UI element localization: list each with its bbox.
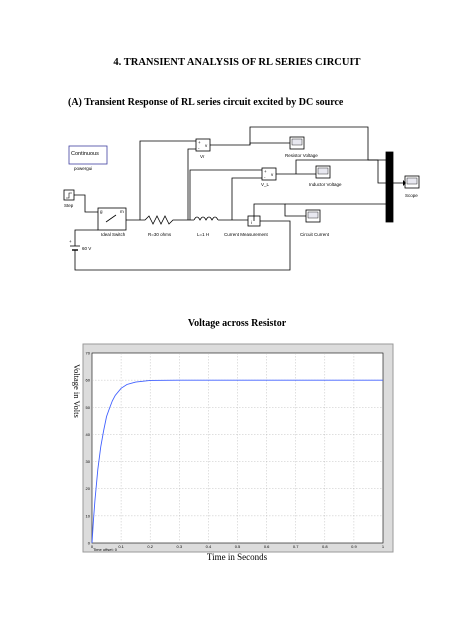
x-tick-label: 0.4 (205, 544, 212, 549)
x-tick-label: 0.7 (292, 544, 299, 549)
y-axis-label: Voltage in Volts (72, 364, 82, 418)
y-tick-label: 10 (85, 513, 90, 519)
y-tick-label: 0 (87, 540, 90, 546)
vl-caption: V_L (261, 182, 270, 187)
scope-resistor-caption: Resistor Voltage (285, 153, 318, 158)
resistor-symbol[interactable] (126, 216, 194, 224)
x-tick-label: 0.2 (147, 544, 153, 549)
x-tick-label: 0.5 (234, 544, 241, 549)
vr-port-v: v (205, 143, 208, 148)
x-tick-label: 0.9 (351, 544, 357, 549)
y-tick-label: 60 (85, 377, 90, 383)
vl-port-plus: + (264, 169, 267, 174)
resistor-caption: R=30 ohms (148, 232, 172, 237)
vr-port-minus: - (198, 146, 200, 151)
y-tick-label: 20 (85, 486, 90, 492)
scope-current-caption: Circuit Current (300, 232, 330, 237)
source-caption: 60 V (82, 246, 92, 251)
x-tick-label: 0 (90, 544, 94, 549)
step-caption: Step (64, 203, 74, 208)
simulink-diagram (64, 127, 419, 270)
scope-inductor-caption: Inductor Voltage (309, 182, 342, 187)
x-tick-label: 0.6 (263, 544, 270, 549)
x-tick-label: 0.3 (176, 544, 183, 549)
time-offset-label: Time offset: 0 (93, 547, 118, 552)
section-title: 4. TRANSIENT ANALYSIS OF RL SERIES CIRCUIT (113, 57, 361, 68)
vr-caption: Vr (200, 154, 205, 159)
mux-block[interactable] (386, 152, 393, 222)
powergui-label: Continuous (71, 151, 99, 157)
y-tick-label: 70 (85, 350, 90, 356)
current-measurement-caption: Current Measurement (224, 232, 268, 237)
inductor-symbol[interactable] (194, 217, 218, 220)
current-port-i: i (251, 220, 252, 225)
y-tick-label: 40 (85, 431, 90, 437)
x-tick-label: 0.1 (118, 544, 124, 549)
switch-port-m: m (120, 209, 124, 214)
vl-port-minus: - (264, 175, 266, 180)
switch-caption: Ideal Switch (101, 232, 126, 237)
plot-title: Voltage across Resistor (187, 318, 287, 329)
y-tick-label: 50 (85, 404, 90, 410)
powergui-caption: powergui (74, 166, 93, 171)
y-tick-label: 30 (85, 459, 90, 465)
inductor-caption: L=1 H (197, 232, 210, 237)
scope-main-caption: Scope (405, 193, 418, 198)
vr-port-plus: + (198, 140, 201, 145)
x-axis-label: Time in Seconds (206, 552, 268, 562)
x-tick-label: 0.8 (322, 544, 328, 549)
x-tick-label: 1 (381, 544, 385, 549)
source-plus: + (69, 239, 72, 244)
vl-port-v: v (271, 172, 274, 177)
switch-port-g: g (100, 209, 103, 214)
subsection-title: (A) Transient Response of RL series circuit excited by DC source (68, 97, 344, 108)
